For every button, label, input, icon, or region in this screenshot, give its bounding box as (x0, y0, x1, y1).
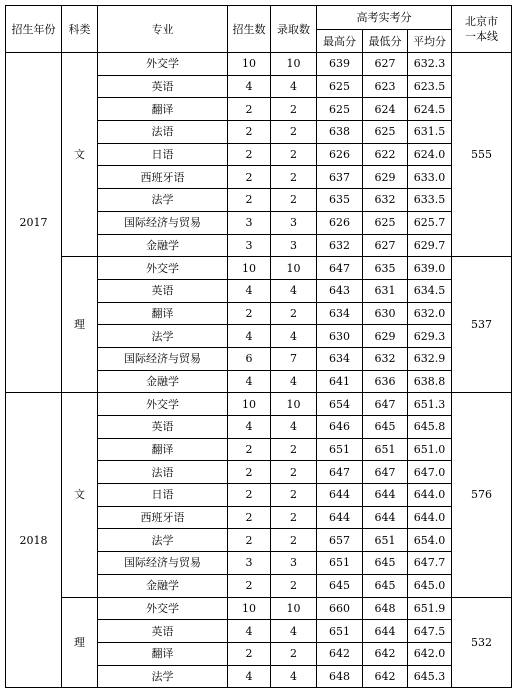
header-line-bottom: 一本线 (465, 30, 499, 43)
min-score-cell: 644 (363, 484, 408, 507)
max-score-cell: 634 (317, 347, 363, 370)
table-row (6, 393, 512, 416)
avg-score-cell: 629.3 (408, 325, 452, 348)
avg-score-cell: 645.3 (408, 665, 452, 688)
max-score-cell: 645 (317, 574, 363, 597)
max-score-cell: 646 (317, 416, 363, 439)
admitted-cell: 10 (271, 53, 317, 76)
quota-cell: 2 (228, 506, 271, 529)
category-cell: 理 (62, 597, 98, 688)
table-row (6, 53, 512, 76)
min-score-cell: 627 (363, 53, 408, 76)
min-score-cell: 645 (363, 416, 408, 439)
avg-score-cell: 647.7 (408, 552, 452, 575)
avg-score-cell: 625.7 (408, 211, 452, 234)
year-cell: 2017 (6, 53, 62, 393)
min-score-cell: 644 (363, 620, 408, 643)
category-cell: 文 (62, 53, 98, 257)
quota-cell: 2 (228, 121, 271, 144)
major-cell: 外交学 (98, 257, 228, 280)
avg-score-cell: 651.3 (408, 393, 452, 416)
min-score-cell: 631 (363, 279, 408, 302)
quota-cell: 2 (228, 574, 271, 597)
major-cell: 法语 (98, 461, 228, 484)
table-row (6, 597, 512, 620)
avg-score-cell: 631.5 (408, 121, 452, 144)
max-score-cell: 637 (317, 166, 363, 189)
major-cell: 英语 (98, 75, 228, 98)
admitted-cell: 10 (271, 597, 317, 620)
avg-score-cell: 647.0 (408, 461, 452, 484)
category-cell: 理 (62, 257, 98, 393)
avg-score-cell: 624.5 (408, 98, 452, 121)
max-score-cell: 657 (317, 529, 363, 552)
admitted-cell: 2 (271, 189, 317, 212)
max-score-cell: 642 (317, 642, 363, 665)
major-cell: 金融学 (98, 234, 228, 257)
min-score-cell: 642 (363, 665, 408, 688)
admitted-cell: 2 (271, 506, 317, 529)
max-score-cell: 626 (317, 143, 363, 166)
header-major: 专业 (98, 6, 228, 53)
major-cell: 外交学 (98, 597, 228, 620)
major-cell: 法学 (98, 529, 228, 552)
major-cell: 法学 (98, 325, 228, 348)
avg-score-cell: 633.5 (408, 189, 452, 212)
admitted-cell: 4 (271, 416, 317, 439)
quota-cell: 3 (228, 552, 271, 575)
header-beijing-line (452, 6, 512, 53)
major-cell: 日语 (98, 484, 228, 507)
quota-cell: 2 (228, 461, 271, 484)
admitted-cell: 4 (271, 665, 317, 688)
admitted-cell: 4 (271, 279, 317, 302)
avg-score-cell: 632.9 (408, 347, 452, 370)
avg-score-cell: 651.9 (408, 597, 452, 620)
max-score-cell: 625 (317, 98, 363, 121)
major-cell: 西班牙语 (98, 166, 228, 189)
admitted-cell: 3 (271, 211, 317, 234)
header-row-1 (6, 6, 512, 30)
min-score-cell: 627 (363, 234, 408, 257)
max-score-cell: 651 (317, 438, 363, 461)
admitted-cell: 2 (271, 302, 317, 325)
beijing-line-cell: 537 (452, 257, 512, 393)
max-score-cell: 643 (317, 279, 363, 302)
major-cell: 外交学 (98, 393, 228, 416)
admitted-cell: 2 (271, 98, 317, 121)
avg-score-cell: 629.7 (408, 234, 452, 257)
admitted-cell: 4 (271, 620, 317, 643)
max-score-cell: 634 (317, 302, 363, 325)
avg-score-cell: 639.0 (408, 257, 452, 280)
header-max: 最高分 (317, 30, 363, 53)
quota-cell: 10 (228, 53, 271, 76)
max-score-cell: 651 (317, 620, 363, 643)
min-score-cell: 625 (363, 211, 408, 234)
major-cell: 金融学 (98, 574, 228, 597)
quota-cell: 3 (228, 211, 271, 234)
quota-cell: 4 (228, 620, 271, 643)
avg-score-cell: 638.8 (408, 370, 452, 393)
major-cell: 外交学 (98, 53, 228, 76)
admitted-cell: 2 (271, 642, 317, 665)
quota-cell: 10 (228, 393, 271, 416)
quota-cell: 4 (228, 75, 271, 98)
avg-score-cell: 645.8 (408, 416, 452, 439)
max-score-cell: 644 (317, 484, 363, 507)
max-score-cell: 641 (317, 370, 363, 393)
max-score-cell: 647 (317, 461, 363, 484)
major-cell: 英语 (98, 279, 228, 302)
major-cell: 翻译 (98, 642, 228, 665)
min-score-cell: 645 (363, 574, 408, 597)
quota-cell: 2 (228, 98, 271, 121)
admission-scores-table (5, 5, 512, 688)
max-score-cell: 648 (317, 665, 363, 688)
min-score-cell: 630 (363, 302, 408, 325)
admitted-cell: 10 (271, 257, 317, 280)
major-cell: 法学 (98, 665, 228, 688)
admitted-cell: 4 (271, 325, 317, 348)
major-cell: 翻译 (98, 98, 228, 121)
avg-score-cell: 645.0 (408, 574, 452, 597)
quota-cell: 2 (228, 484, 271, 507)
avg-score-cell: 632.0 (408, 302, 452, 325)
max-score-cell: 625 (317, 75, 363, 98)
major-cell: 国际经济与贸易 (98, 211, 228, 234)
header-score-group: 高考实考分 (317, 6, 452, 30)
min-score-cell: 645 (363, 552, 408, 575)
quota-cell: 4 (228, 279, 271, 302)
max-score-cell: 632 (317, 234, 363, 257)
avg-score-cell: 633.0 (408, 166, 452, 189)
quota-cell: 4 (228, 665, 271, 688)
major-cell: 西班牙语 (98, 506, 228, 529)
avg-score-cell: 644.0 (408, 484, 452, 507)
quota-cell: 10 (228, 597, 271, 620)
min-score-cell: 629 (363, 325, 408, 348)
quota-cell: 2 (228, 143, 271, 166)
min-score-cell: 635 (363, 257, 408, 280)
max-score-cell: 626 (317, 211, 363, 234)
min-score-cell: 625 (363, 121, 408, 144)
max-score-cell: 660 (317, 597, 363, 620)
min-score-cell: 629 (363, 166, 408, 189)
min-score-cell: 632 (363, 189, 408, 212)
avg-score-cell: 651.0 (408, 438, 452, 461)
major-cell: 翻译 (98, 302, 228, 325)
min-score-cell: 644 (363, 506, 408, 529)
avg-score-cell: 654.0 (408, 529, 452, 552)
year-cell: 2018 (6, 393, 62, 688)
quota-cell: 4 (228, 325, 271, 348)
beijing-line-cell: 555 (452, 53, 512, 257)
min-score-cell: 651 (363, 438, 408, 461)
header-year: 招生年份 (6, 6, 62, 53)
admitted-cell: 2 (271, 529, 317, 552)
avg-score-cell: 642.0 (408, 642, 452, 665)
min-score-cell: 651 (363, 529, 408, 552)
admitted-cell: 2 (271, 438, 317, 461)
max-score-cell: 638 (317, 121, 363, 144)
admitted-cell: 2 (271, 574, 317, 597)
header-min: 最低分 (363, 30, 408, 53)
quota-cell: 2 (228, 302, 271, 325)
avg-score-cell: 647.5 (408, 620, 452, 643)
avg-score-cell: 632.3 (408, 53, 452, 76)
admitted-cell: 3 (271, 234, 317, 257)
min-score-cell: 636 (363, 370, 408, 393)
table-row (6, 257, 512, 280)
admitted-cell: 7 (271, 347, 317, 370)
min-score-cell: 647 (363, 393, 408, 416)
major-cell: 英语 (98, 416, 228, 439)
admitted-cell: 2 (271, 461, 317, 484)
min-score-cell: 648 (363, 597, 408, 620)
max-score-cell: 639 (317, 53, 363, 76)
max-score-cell: 635 (317, 189, 363, 212)
beijing-line-cell: 576 (452, 393, 512, 597)
header-category: 科类 (62, 6, 98, 53)
avg-score-cell: 623.5 (408, 75, 452, 98)
min-score-cell: 624 (363, 98, 408, 121)
quota-cell: 2 (228, 166, 271, 189)
major-cell: 法语 (98, 121, 228, 144)
max-score-cell: 647 (317, 257, 363, 280)
table-body (6, 6, 512, 688)
admitted-cell: 2 (271, 143, 317, 166)
beijing-line-cell: 532 (452, 597, 512, 688)
admitted-cell: 2 (271, 484, 317, 507)
avg-score-cell: 634.5 (408, 279, 452, 302)
header-quota: 招生数 (228, 6, 271, 53)
min-score-cell: 647 (363, 461, 408, 484)
header-line-top: 北京市 (465, 15, 499, 28)
quota-cell: 2 (228, 642, 271, 665)
admitted-cell: 10 (271, 393, 317, 416)
min-score-cell: 622 (363, 143, 408, 166)
admitted-cell: 2 (271, 166, 317, 189)
max-score-cell: 654 (317, 393, 363, 416)
max-score-cell: 651 (317, 552, 363, 575)
header-admitted: 录取数 (271, 6, 317, 53)
major-cell: 日语 (98, 143, 228, 166)
quota-cell: 6 (228, 347, 271, 370)
admitted-cell: 4 (271, 75, 317, 98)
quota-cell: 10 (228, 257, 271, 280)
major-cell: 金融学 (98, 370, 228, 393)
avg-score-cell: 624.0 (408, 143, 452, 166)
avg-score-cell: 644.0 (408, 506, 452, 529)
max-score-cell: 630 (317, 325, 363, 348)
quota-cell: 4 (228, 416, 271, 439)
admitted-cell: 2 (271, 121, 317, 144)
admitted-cell: 3 (271, 552, 317, 575)
quota-cell: 2 (228, 189, 271, 212)
quota-cell: 2 (228, 438, 271, 461)
major-cell: 法学 (98, 189, 228, 212)
min-score-cell: 623 (363, 75, 408, 98)
min-score-cell: 642 (363, 642, 408, 665)
max-score-cell: 644 (317, 506, 363, 529)
admitted-cell: 4 (271, 370, 317, 393)
major-cell: 英语 (98, 620, 228, 643)
major-cell: 国际经济与贸易 (98, 552, 228, 575)
major-cell: 翻译 (98, 438, 228, 461)
quota-cell: 4 (228, 370, 271, 393)
admission-scores-table-container (5, 5, 511, 688)
quota-cell: 2 (228, 529, 271, 552)
min-score-cell: 632 (363, 347, 408, 370)
category-cell: 文 (62, 393, 98, 597)
major-cell: 国际经济与贸易 (98, 347, 228, 370)
quota-cell: 3 (228, 234, 271, 257)
header-avg: 平均分 (408, 30, 452, 53)
